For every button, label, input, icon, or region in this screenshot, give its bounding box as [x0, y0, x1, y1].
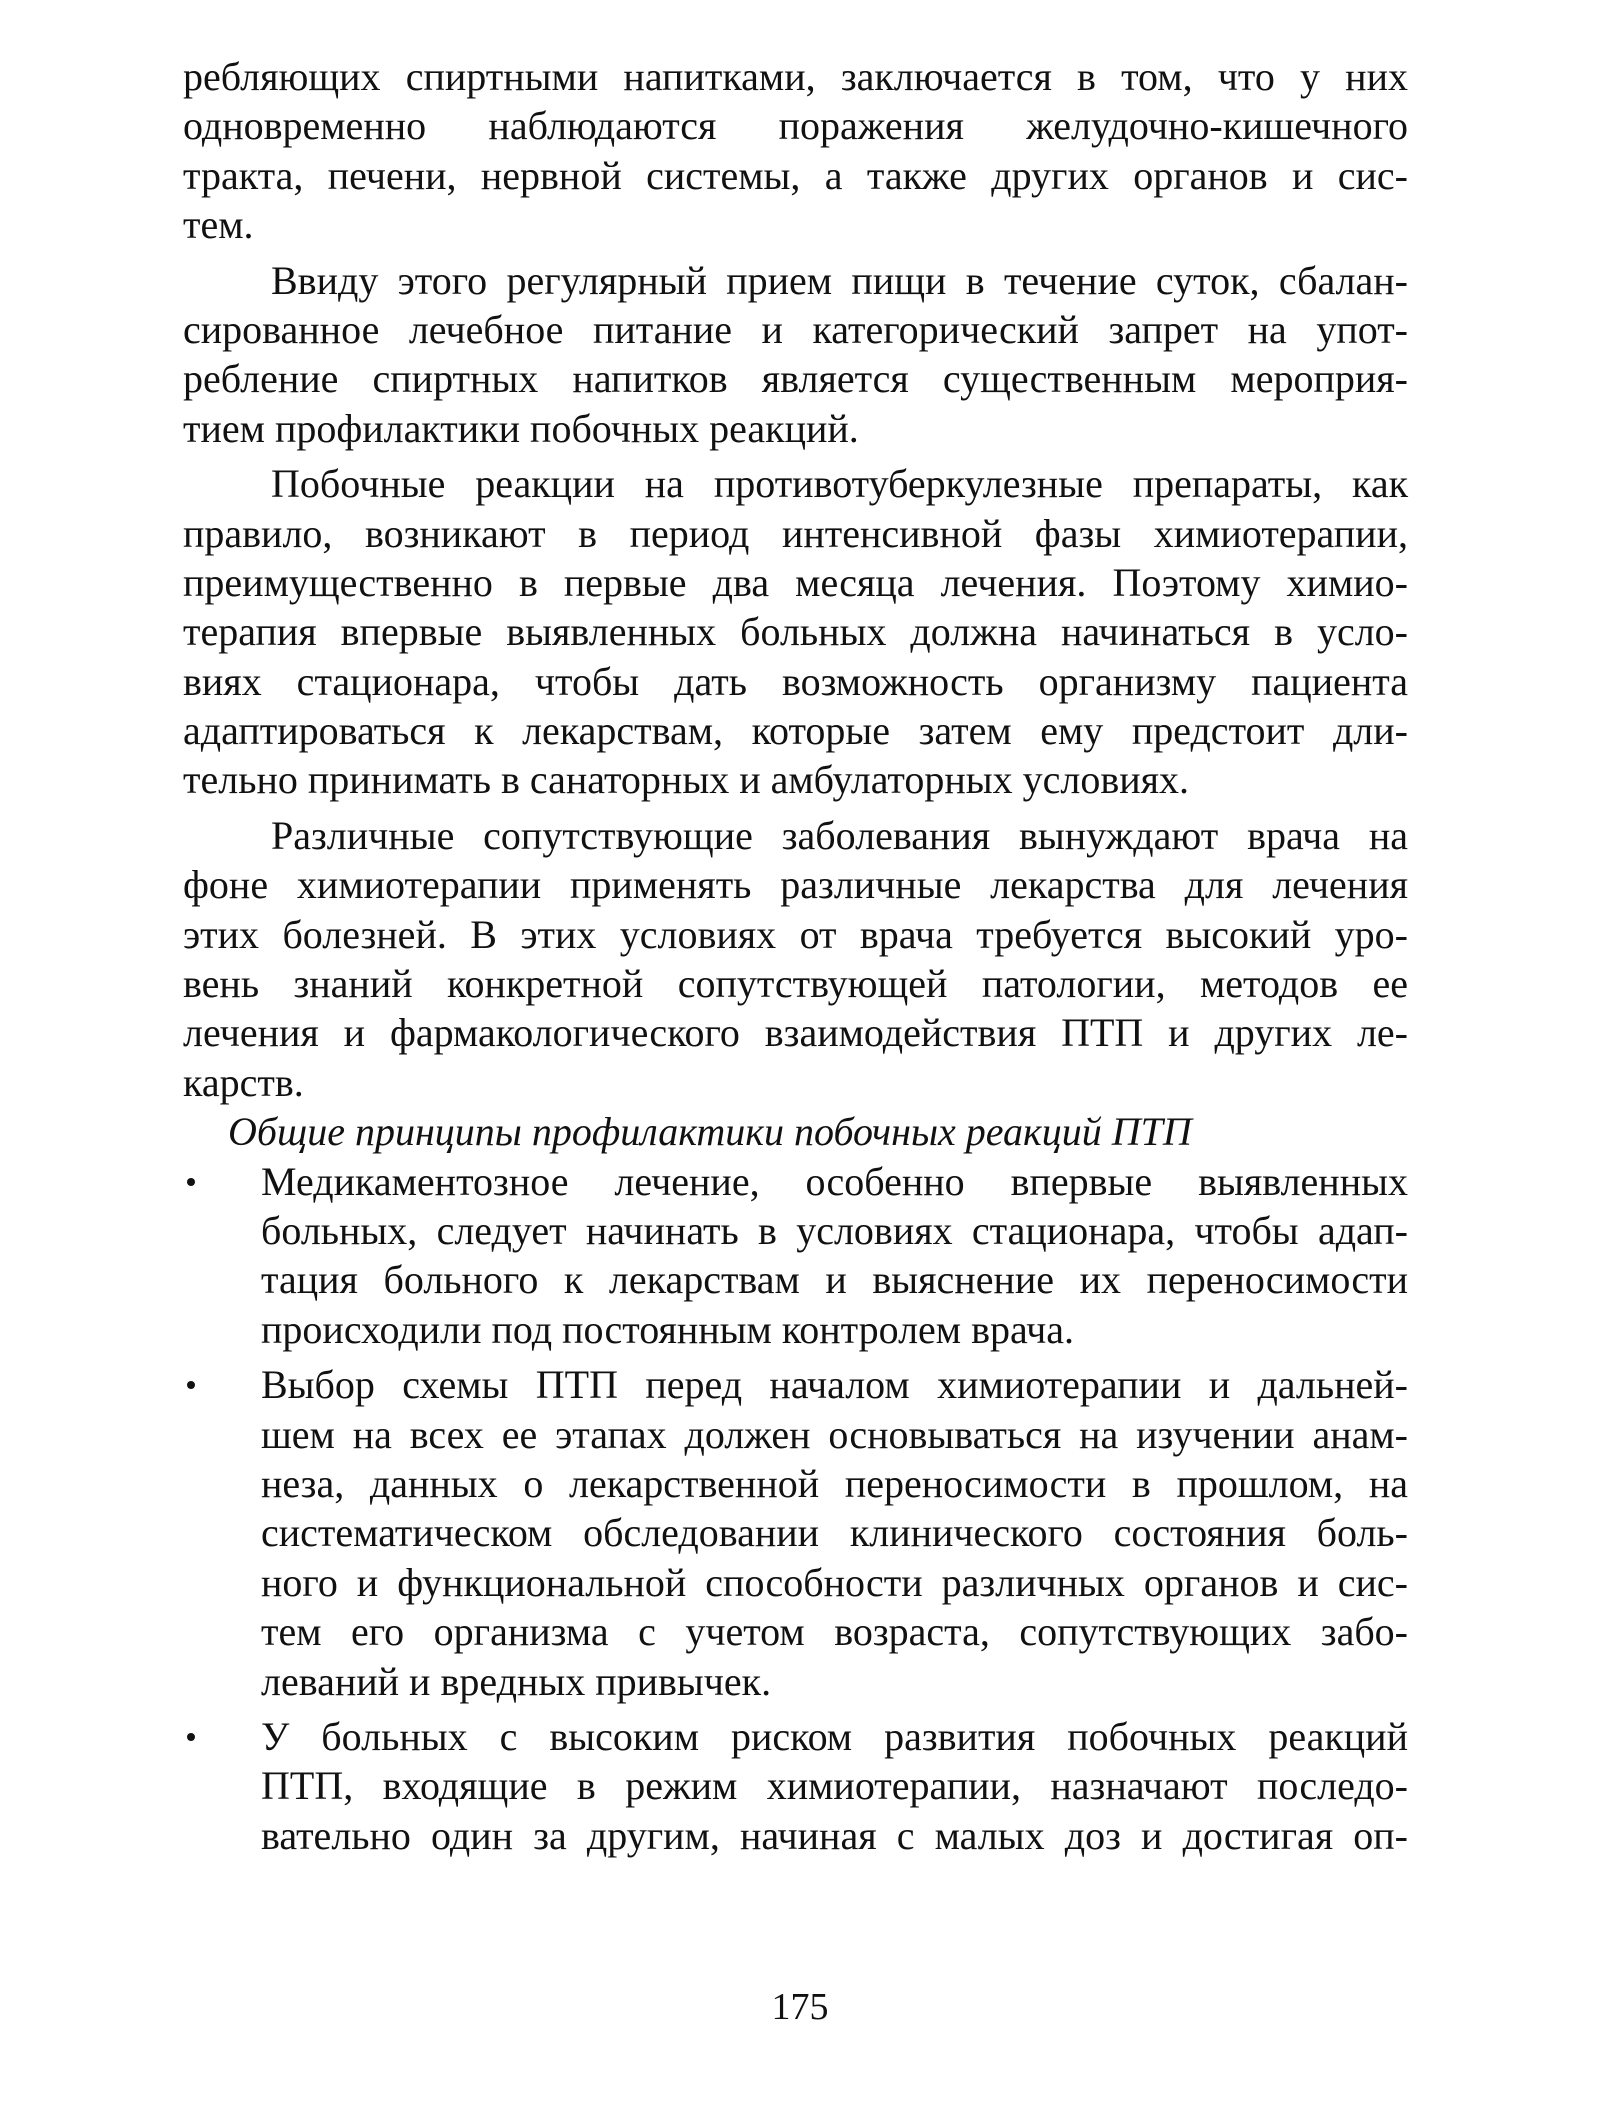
text-line: шем на всех ее этапах должен основываться на изучении анам- — [261, 1411, 1408, 1457]
text-line: адаптироваться к лекарствам, которые затем ему предстоит дли- — [183, 708, 1408, 754]
paragraph — [183, 52, 1408, 250]
list-item — [183, 1360, 1408, 1706]
text-line: вень знаний конкретной сопутствующей патологии, методов ее — [183, 961, 1408, 1007]
text-line: ребление спиртных напитков является существенным мероприя- — [183, 356, 1408, 402]
text-line: терапия впервые выявленных больных должна начинаться в усло- — [183, 609, 1408, 655]
text-line: Ввиду этого регулярный прием пищи в течение суток, сбалан- — [271, 257, 1408, 303]
text-line: фоне химиотерапии применять различные лекарства для лечения — [183, 862, 1408, 908]
list-item — [183, 1157, 1408, 1355]
text-line: тельно принимать в санаторных и амбулаторных условиях. — [183, 757, 1190, 803]
text-line: Побочные реакции на противотуберкулезные препараты, как — [271, 461, 1408, 507]
text-line: Различные сопутствующие заболевания вынуждают врача на — [271, 812, 1408, 858]
text-line: Медикаментозное лечение, особенно впервые выявленных — [261, 1158, 1408, 1204]
text-line: вательно один за другим, начиная с малых доз и достигая оп- — [261, 1812, 1408, 1858]
list-item — [183, 1712, 1408, 1860]
text-line: леваний и вредных привычек. — [261, 1658, 772, 1704]
paragraph — [183, 811, 1408, 1107]
bullet-icon — [187, 1178, 195, 1186]
paragraph — [183, 256, 1408, 454]
text-line: виях стационара, чтобы дать возможность организму пациента — [183, 658, 1408, 704]
text-line: сированное лечебное питание и категорический запрет на упот- — [183, 306, 1408, 352]
text-line: тем. — [183, 202, 254, 248]
text-line: ПТП, входящие в режим химиотерапии, назначают последо- — [261, 1763, 1408, 1809]
text-line: ного и функциональной способности различных органов и сис- — [261, 1559, 1408, 1605]
text-line: карств. — [183, 1059, 304, 1105]
page-body — [183, 52, 1408, 1860]
text-line: неза, данных о лекарственной переносимости в прошлом, на — [261, 1460, 1408, 1506]
text-line: Выбор схемы ПТП перед началом химиотерапии и дальней- — [261, 1362, 1408, 1408]
section-subheading: Общие принципы профилактики побочных реакций ПТП — [228, 1109, 1192, 1155]
paragraph — [183, 459, 1408, 805]
page-number: 175 — [771, 1986, 829, 2028]
text-line: тием профилактики побочных реакций. — [183, 405, 859, 451]
text-line: происходили под постоянным контролем врача. — [261, 1306, 1075, 1352]
text-line: лечения и фармакологического взаимодействия ПТП и других ле- — [183, 1010, 1408, 1056]
text-line: этих болезней. В этих условиях от врача требуется высокий уро- — [183, 911, 1408, 957]
text-line: больных, следует начинать в условиях стационара, чтобы адап- — [261, 1207, 1408, 1253]
text-line: преимущественно в первые два месяца лечения. Поэтому химио- — [183, 559, 1408, 605]
text-line: систематическом обследовании клинического состояния боль- — [261, 1510, 1408, 1556]
text-line: тракта, печени, нервной системы, а также других органов и сис- — [183, 152, 1408, 198]
text-line: тем его организма с учетом возраста, сопутствующих забо- — [261, 1609, 1408, 1655]
text-line: ребляющих спиртными напитками, заключается в том, что у них — [183, 54, 1408, 99]
bullet-list — [183, 1157, 1408, 1860]
text-line: У больных с высоким риском развития побочных реакций — [261, 1713, 1408, 1759]
text-line: правило, возникают в период интенсивной фазы химиотерапии, — [183, 510, 1408, 556]
bullet-icon — [187, 1733, 195, 1741]
text-line: тация больного к лекарствам и выяснение их переносимости — [261, 1257, 1408, 1303]
text-line: одновременно наблюдаются поражения желудочно-кишечного — [183, 103, 1408, 149]
